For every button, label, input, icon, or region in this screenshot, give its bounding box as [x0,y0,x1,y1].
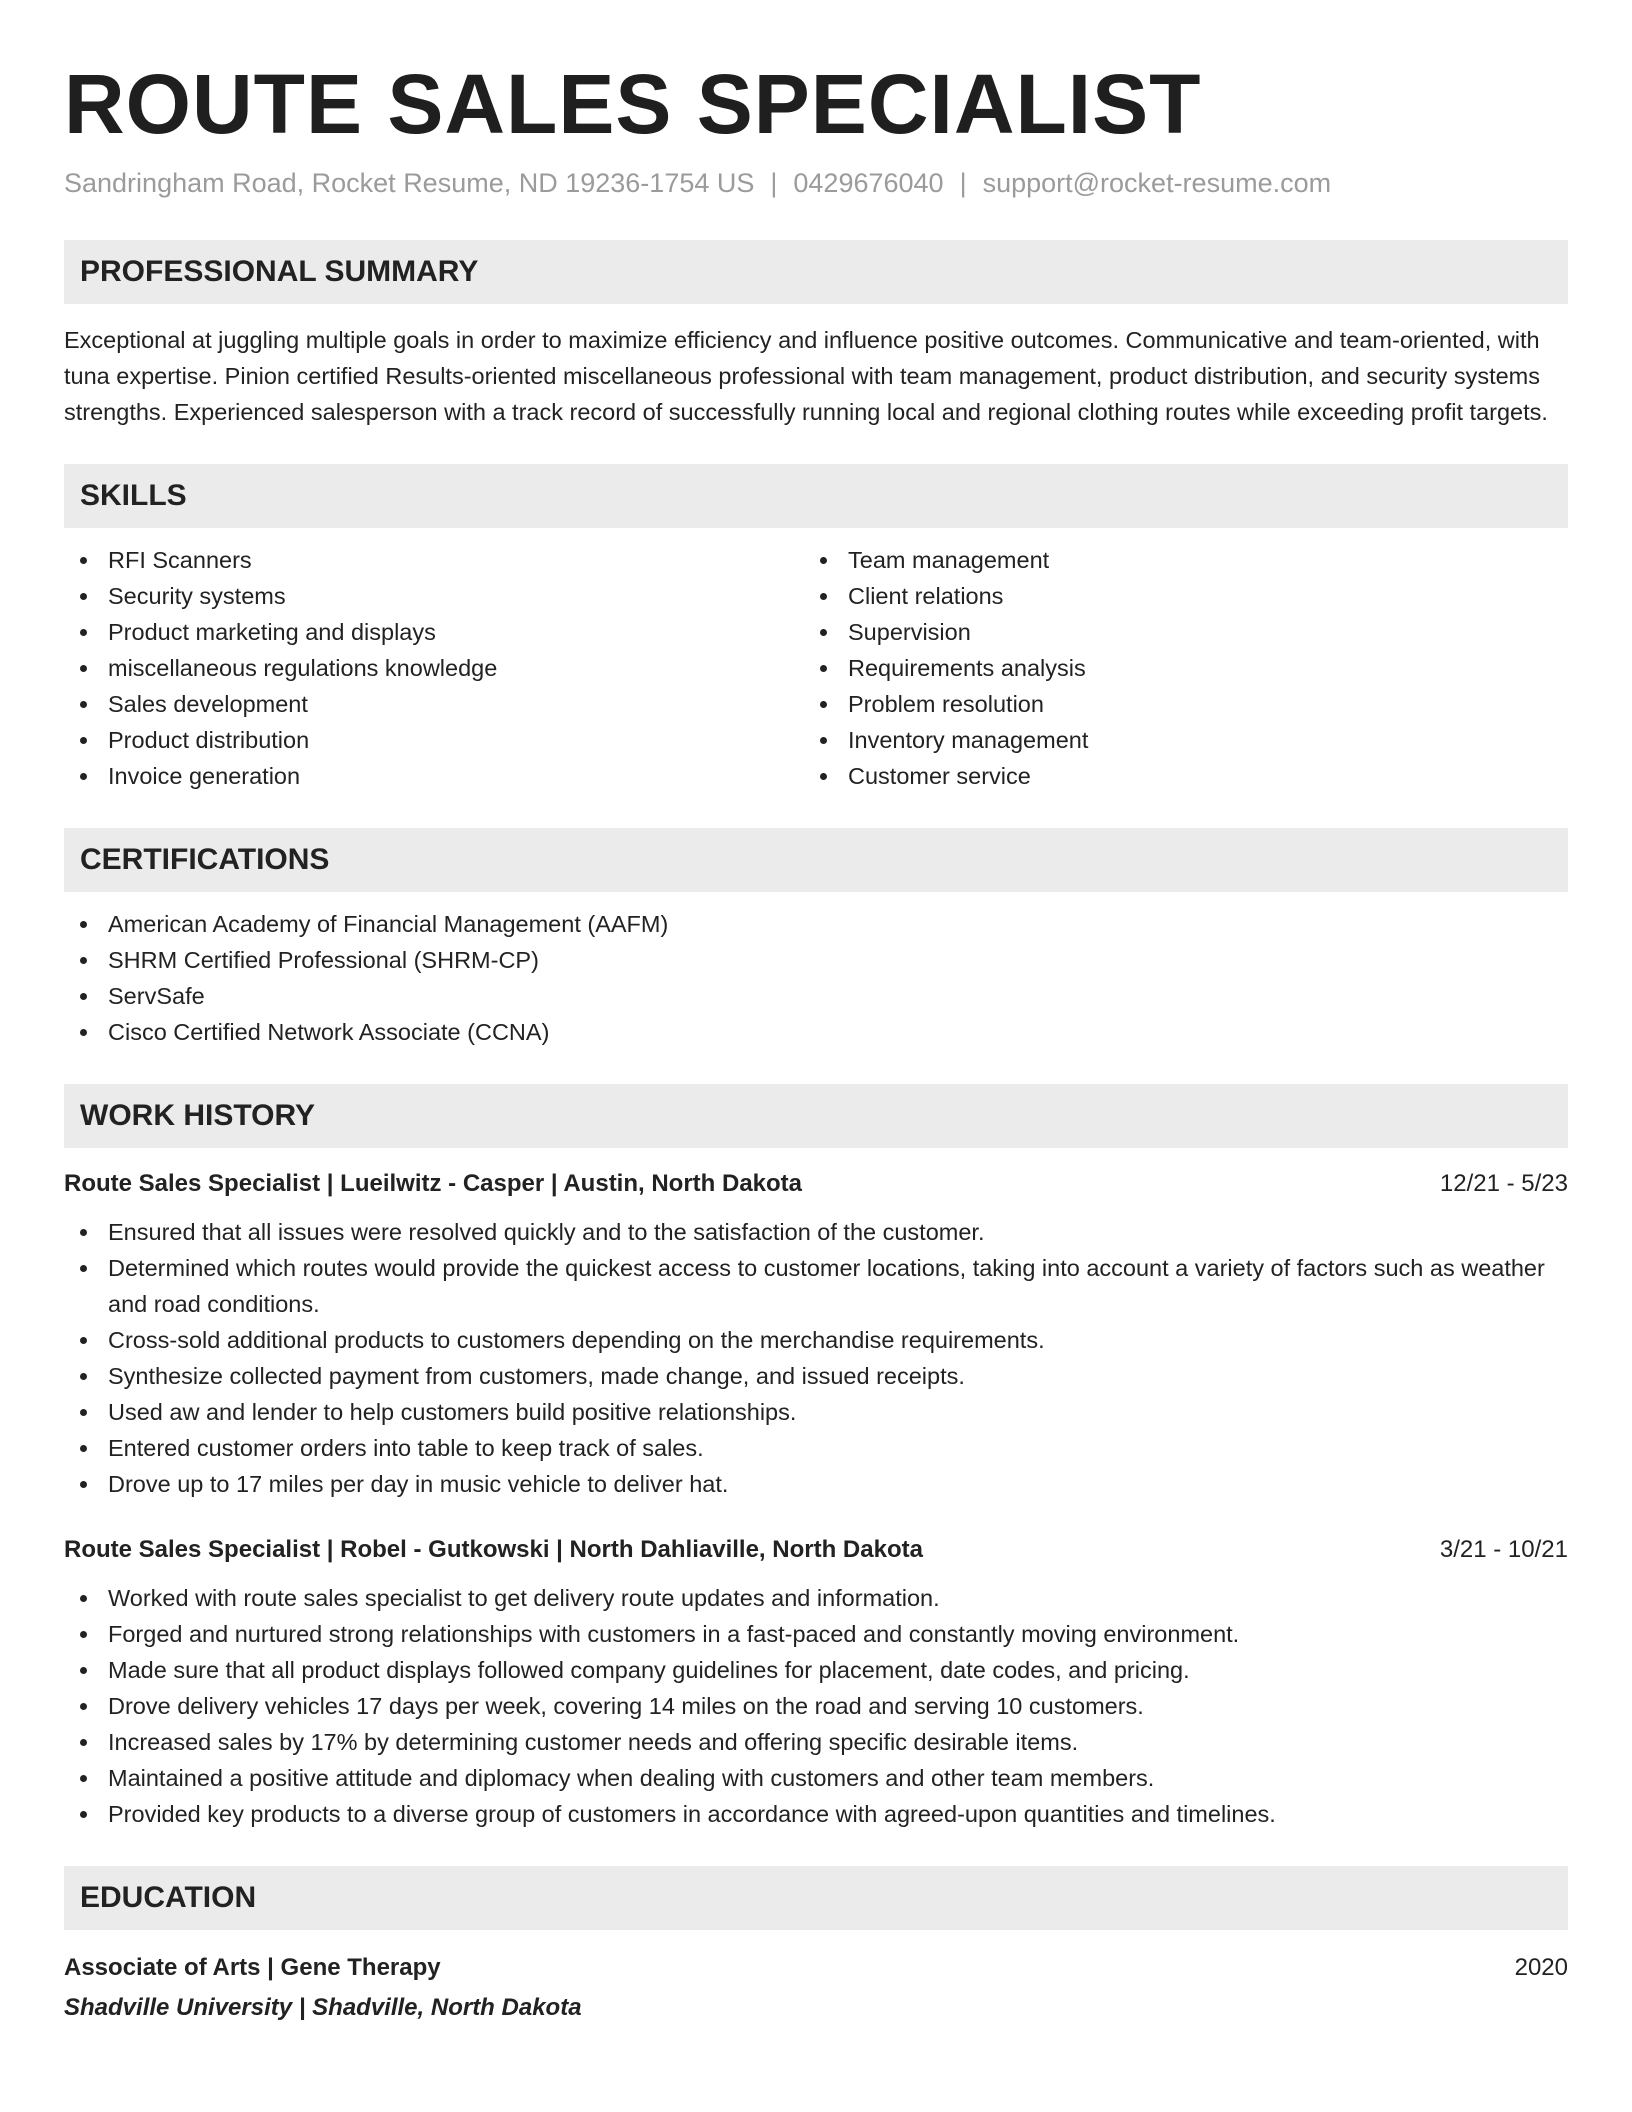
job-bullets [64,1214,1568,1502]
job-dates: 12/21 - 5/23 [1439,1170,1568,1197]
job-bullets [64,1580,1568,1832]
list-item: Provided key products to a diverse group of customers in accordance with agreed-upon quantities and timelines. [64,1796,1568,1832]
section-heading-education: EDUCATION [64,1866,1568,1930]
list-item: Customer service [804,758,1544,794]
list-item: ServSafe [64,978,1568,1014]
list-item: Inventory management [804,722,1544,758]
list-item: Cross-sold additional products to customers depending on the merchandise requirements. [64,1322,1568,1358]
section-heading-work: WORK HISTORY [64,1084,1568,1148]
job-header [64,1166,1568,1202]
section-heading-certifications: CERTIFICATIONS [64,828,1568,892]
education-header [64,1950,1568,1986]
list-item: SHRM Certified Professional (SHRM-CP) [64,942,1568,978]
job-header [64,1532,1568,1568]
education-school: Shadville University | Shadville, North Dakota [64,1994,582,2021]
job-title: Route Sales Specialist | Robel - Gutkowski | North Dahliaville, North Dakota [64,1536,923,1563]
list-item: Sales development [64,686,804,722]
contact-phone: 0429676040 [793,168,944,198]
job-entry [64,1532,1568,1832]
list-item: Supervision [804,614,1544,650]
list-item: Used aw and lender to help customers build positive relationships. [64,1394,1568,1430]
list-item: Increased sales by 17% by determining customer needs and offering specific desirable items. [64,1724,1568,1760]
list-item: Team management [804,542,1544,578]
list-item: Forged and nurtured strong relationships with customers in a fast-paced and constantly moving environment. [64,1616,1568,1652]
list-item: Worked with route sales specialist to get delivery route updates and information. [64,1580,1568,1616]
job-dates: 3/21 - 10/21 [1439,1536,1568,1563]
contact-address: Sandringham Road, Rocket Resume, ND 19236-1754 US [64,168,755,198]
list-item: Problem resolution [804,686,1544,722]
list-item: Drove up to 17 miles per day in music vehicle to deliver hat. [64,1466,1568,1502]
list-item: Cisco Certified Network Associate (CCNA) [64,1014,1568,1050]
job-entry [64,1166,1568,1502]
list-item: Determined which routes would provide the quickest access to customer locations, taking into account a variety of factors such as weather and road conditions. [64,1250,1568,1322]
list-item: Product marketing and displays [64,614,804,650]
list-item: miscellaneous regulations knowledge [64,650,804,686]
list-item: Product distribution [64,722,804,758]
contact-email: support@rocket-resume.com [982,168,1332,198]
list-item: RFI Scanners [64,542,804,578]
list-item: Invoice generation [64,758,804,794]
skills-left-list [64,542,804,794]
skills-columns [64,528,1568,794]
list-item: Drove delivery vehicles 17 days per week, covering 14 miles on the road and serving 10 customers. [64,1688,1568,1724]
list-item: Made sure that all product displays followed company guidelines for placement, date codes, and pricing. [64,1652,1568,1688]
education-degree: Associate of Arts | Gene Therapy [64,1954,441,1981]
list-item: Maintained a positive attitude and diplomacy when dealing with customers and other team members. [64,1760,1568,1796]
skills-right-list [804,542,1544,794]
list-item: Synthesize collected payment from customers, made change, and issued receipts. [64,1358,1568,1394]
list-item: Entered customer orders into table to keep track of sales. [64,1430,1568,1466]
education-year: 2020 [1514,1954,1568,1981]
contact-separator: | [770,168,778,198]
list-item: Security systems [64,578,804,614]
certifications-list [64,906,1568,1050]
list-item: Requirements analysis [804,650,1544,686]
section-heading-skills: SKILLS [64,464,1568,528]
list-item: American Academy of Financial Management (AAFM) [64,906,1568,942]
contact-line [64,166,1568,200]
summary-text: Exceptional at juggling multiple goals in order to maximize efficiency and influence positive outcomes. Communicative and team-oriented, with tuna expertise. Pinion certified Results-oriented miscellaneous professional with team management, product distribution, and security systems strengths. Experienced salesperson with a track record of successfully running local and regional clothing routes while exceeding profit targets. [64,327,1548,425]
section-heading-summary: PROFESSIONAL SUMMARY [64,240,1568,304]
list-item: Client relations [804,578,1544,614]
job-title: Route Sales Specialist | Lueilwitz - Casper | Austin, North Dakota [64,1170,803,1197]
resume-name: ROUTE SALES SPECIALIST [64,57,1202,151]
contact-separator: | [959,168,967,198]
list-item: Ensured that all issues were resolved quickly and to the satisfaction of the customer. [64,1214,1568,1250]
